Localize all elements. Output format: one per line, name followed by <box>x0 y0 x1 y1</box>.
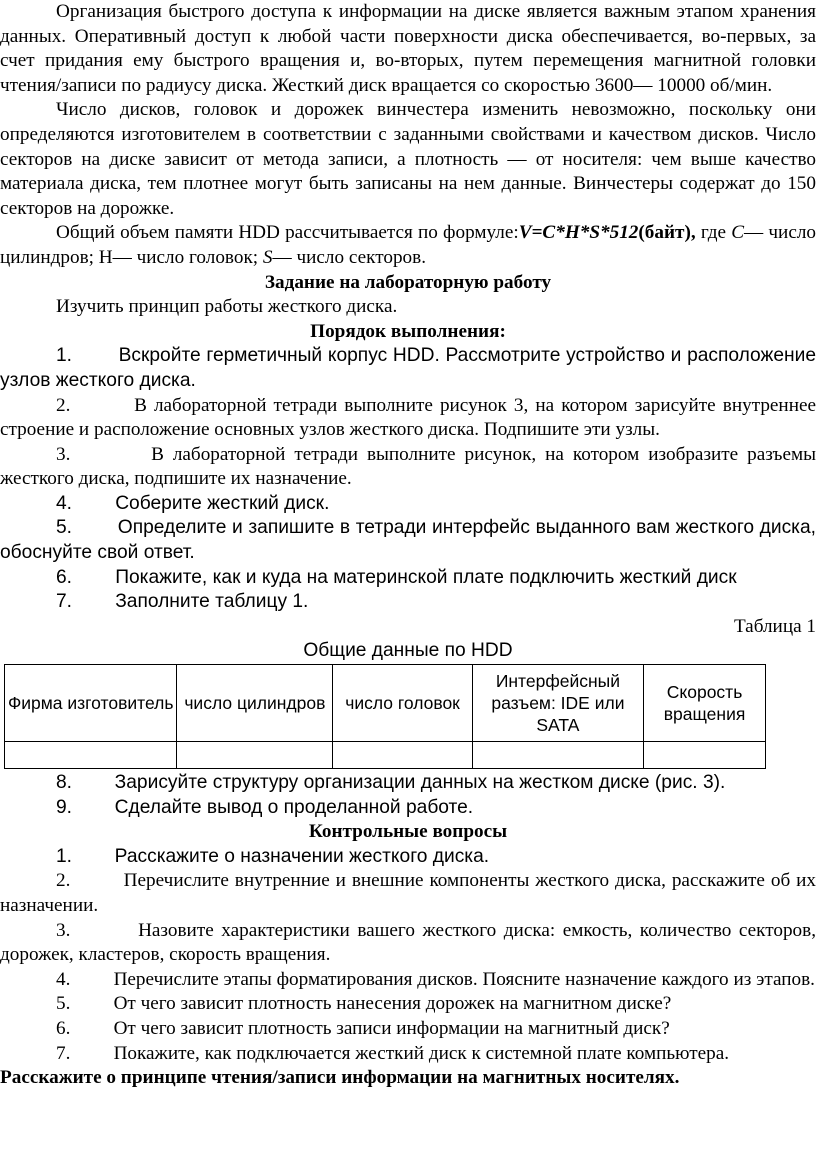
procedure-item <box>0 566 816 591</box>
question-item <box>0 968 816 993</box>
table-header-cell: Интерфейсный разъем: IDE или SATA <box>472 665 643 742</box>
procedure-item <box>0 443 816 492</box>
question-item <box>0 1017 816 1042</box>
item-text: Назовите характеристики вашего жесткого диска: емкость, количество секторов, дорожек, кластеров, скорость вращения. <box>0 919 816 966</box>
item-text: В лабораторной тетради выполните рисунок 3, на котором зарисуйте внутреннее строение и расположение основных узлов жесткого диска. Подпишите эти узлы. <box>0 394 816 441</box>
item-text: Определите и запишите в тетради интерфейс выданного вам жесткого диска, обоснуйте свой ответ. <box>0 517 816 564</box>
question-item <box>0 1042 816 1067</box>
task-heading: Задание на лабораторную работу <box>264 271 552 293</box>
item-number: 6. <box>56 1017 71 1039</box>
formula-lead: Общий объем памяти HDD рассчитывается по формуле: <box>56 222 519 244</box>
item-text: Зарисуйте структуру организации данных на жестком диске (рис. 3). <box>114 772 726 794</box>
item-text: Перечислите внутренние и внешние компоненты жесткого диска, расскажите об их назначении. <box>0 870 816 916</box>
table-cell[interactable] <box>177 742 333 769</box>
item-text: Покажите, как подключается жесткий диск к системной плате компьютера. <box>113 1042 730 1064</box>
intro-paragraph-3 <box>0 221 816 270</box>
procedure-item <box>0 344 816 393</box>
table-cell[interactable] <box>472 742 643 769</box>
intro-paragraph-1: Организация быстрого доступа к информации на диске является важным этапом хранения данных. Оперативный доступ к любой части поверхности диска обеспечивается, во-первых, за счет придания ему быстрого вращения и, во-вторых, путем перемещения магнитной головки чтения/записи по радиусу диска. Жесткий диск вращается со скоростью 3600— 10000 об/мин. <box>0 1 816 96</box>
intro-paragraph-2: Число дисков, головок и дорожек винчестера изменить невозможно, поскольку они определяются изготовителем в соответствии с заданными свойствами и качеством дисков. Число секторов на диске зависит от метода записи, а плотность — от носителя: чем выше качество материала диска, тем плотнее могут быть записаны на нем данные. Винчестеры содержат до 150 секторов на дорожке. <box>0 99 816 219</box>
procedure-item <box>0 771 816 796</box>
procedure-list <box>0 344 816 615</box>
item-number: 6. <box>56 566 73 588</box>
item-number: 3. <box>56 919 71 941</box>
item-number: 3. <box>56 443 71 465</box>
table-header-cell: число цилиндров <box>177 665 333 742</box>
table-title: Общие данные по HDD <box>303 640 513 662</box>
procedure-item <box>0 394 816 443</box>
formula: V=C*H*S*512 <box>518 222 639 244</box>
table-row <box>5 742 766 769</box>
item-text: В лабораторной тетради выполните рисунок, на котором изобразите разъемы жесткого диска, подпишите их назначение. <box>0 443 816 490</box>
var-s-desc: — число секторов. <box>272 246 426 268</box>
procedure-item <box>0 590 816 615</box>
task-text: Изучить принцип работы жесткого диска. <box>56 296 398 318</box>
table-header-cell: число головок <box>333 665 472 742</box>
item-number: 9. <box>56 796 73 818</box>
table-cell[interactable] <box>5 742 177 769</box>
table-header-cell: Фирма изготовитель <box>5 665 177 742</box>
formula-where: где <box>695 222 732 244</box>
final-question: Расскажите о принципе чтения/записи информации на магнитных носителях. <box>0 1067 680 1089</box>
item-number: 7. <box>56 1042 71 1064</box>
table-label: Таблица 1 <box>733 615 816 637</box>
table-cell[interactable] <box>644 742 766 769</box>
item-text: Покажите, как и куда на материнской плате подключить жесткий диск <box>115 566 737 588</box>
question-item <box>0 919 816 968</box>
procedure-item <box>0 516 816 565</box>
item-number: 1. <box>56 345 73 367</box>
item-number: 2. <box>56 870 71 892</box>
item-text: Соберите жесткий диск. <box>115 492 330 514</box>
item-text: От чего зависит плотность записи информации на магнитный диск? <box>113 1017 670 1039</box>
item-number: 5. <box>56 993 71 1015</box>
item-text: Перечислите этапы форматирования дисков. Поясните назначение каждого из этапов. <box>113 968 815 990</box>
item-number: 8. <box>56 772 73 794</box>
procedure-item <box>0 492 816 517</box>
hdd-data-table <box>4 664 766 769</box>
item-number: 1. <box>56 845 73 867</box>
procedure-item <box>0 796 816 821</box>
procedure-list-continued <box>0 771 816 820</box>
questions-list <box>0 845 816 1066</box>
item-number: 4. <box>56 968 71 990</box>
formula-unit: (байт), <box>638 222 696 244</box>
item-number: 4. <box>56 492 73 514</box>
item-text: Заполните таблицу 1. <box>115 591 309 613</box>
table-cell[interactable] <box>333 742 472 769</box>
item-text: Вскройте герметичный корпус HDD. Рассмотрите устройство и расположение узлов жесткого диска. <box>0 345 816 391</box>
procedure-heading: Порядок выполнения: <box>310 320 506 342</box>
item-text: От чего зависит плотность нанесения дорожек на магнитном диске? <box>113 993 672 1015</box>
question-item <box>0 992 816 1017</box>
table-header-cell: Скорость вращения <box>644 665 766 742</box>
item-text: Расскажите о назначении жесткого диска. <box>114 845 490 867</box>
var-c-desc: — число цилиндров; Н— число головок; <box>0 222 816 268</box>
table-header-row <box>5 665 766 742</box>
item-text: Сделайте вывод о проделанной работе. <box>114 796 474 818</box>
item-number: 7. <box>56 591 73 613</box>
item-number: 2. <box>56 394 71 416</box>
var-c: С <box>731 222 745 244</box>
question-item <box>0 869 816 918</box>
questions-heading: Контрольные вопросы <box>308 821 508 843</box>
item-number: 5. <box>56 517 73 539</box>
question-item <box>0 845 816 870</box>
var-s: S <box>262 246 273 268</box>
